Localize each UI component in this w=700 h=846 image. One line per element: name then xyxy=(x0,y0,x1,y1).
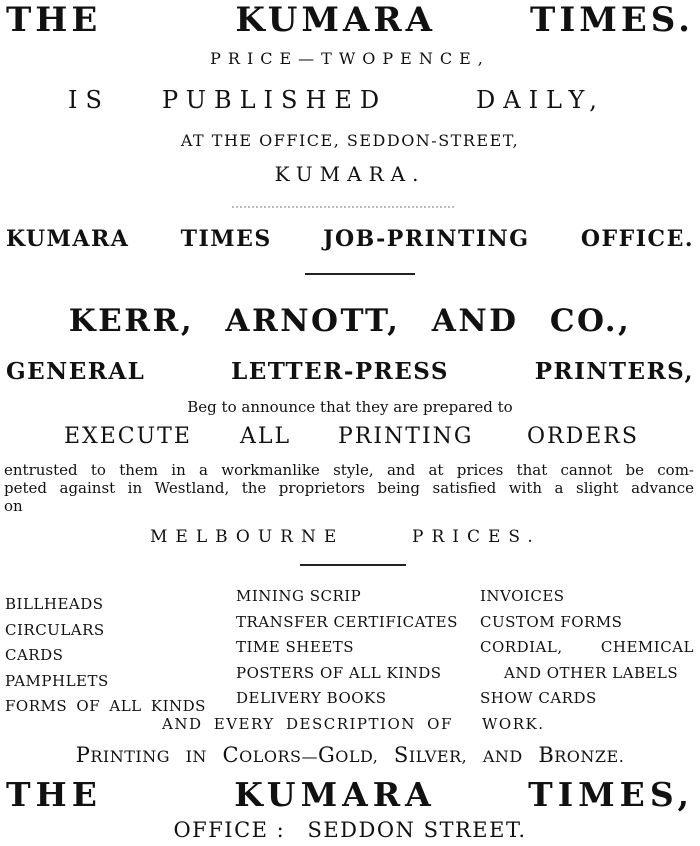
short-rule xyxy=(300,564,406,566)
service-item: INVOICES xyxy=(480,587,565,605)
service-item: CUSTOM FORMS xyxy=(480,612,623,631)
body-line: peted against in Westland, the proprietors being satisfied with a slight advance xyxy=(4,479,694,497)
body-text xyxy=(0,461,700,515)
service-item: AND OTHER LABELS xyxy=(504,663,679,682)
work-word: WORK. xyxy=(482,715,545,733)
colors-word: COLORS—GOLD, xyxy=(222,743,379,767)
title-word: THE xyxy=(6,0,102,40)
footer-office: OFFICE : xyxy=(173,818,286,842)
footer-office-line xyxy=(0,818,700,842)
service-item: CIRCULARS xyxy=(5,620,105,639)
colors-word: AND xyxy=(482,747,523,766)
short-rule xyxy=(305,273,415,275)
service-item: SHOW CARDS xyxy=(480,689,597,707)
title-word: TIMES. xyxy=(530,0,694,40)
service-item: CARDS xyxy=(5,646,64,664)
published-word: DAILY, xyxy=(476,86,605,114)
footer-title-word: TIMES, xyxy=(528,775,694,814)
services-column-3 xyxy=(480,584,694,712)
execute-word: ALL xyxy=(240,424,292,449)
colors-word: PRINTING xyxy=(75,743,170,767)
printers-name: KERR, ARNOTT, AND CO., xyxy=(68,303,632,339)
colors-line xyxy=(0,743,700,767)
colors-word: IN xyxy=(185,747,207,766)
trade-heading xyxy=(0,358,700,385)
job-office-heading xyxy=(0,226,700,252)
colors-word: SILVER, xyxy=(393,743,468,767)
job-word: JOB-PRINTING xyxy=(323,226,530,252)
melbourne-word: PRICES. xyxy=(412,527,541,547)
melbourne-word: MELBOURNE xyxy=(150,527,345,547)
service-item: CORDIAL, CHEMICAL xyxy=(480,638,694,656)
job-word: OFFICE. xyxy=(580,226,694,252)
masthead-title xyxy=(0,0,700,40)
service-item: TIME SHEETS xyxy=(236,638,355,656)
dotted-divider xyxy=(232,206,454,210)
trade-word: LETTER-PRESS xyxy=(231,358,450,385)
job-word: KUMARA xyxy=(6,226,130,252)
announce-line: Beg to announce that they are prepared to xyxy=(187,398,513,416)
service-item: POSTERS OF ALL KINDS xyxy=(236,663,442,682)
service-item: FORMS OF ALL KINDS xyxy=(5,697,206,715)
services-column-2 xyxy=(236,584,458,712)
execute-word: PRINTING xyxy=(338,424,474,449)
execute-word: ORDERS xyxy=(527,424,639,449)
title-word: KUMARA xyxy=(235,0,437,40)
office-address: AT THE OFFICE, SEDDON-STREET, xyxy=(180,131,520,150)
job-word: TIMES xyxy=(180,226,272,252)
service-item: BILLHEADS xyxy=(5,595,104,613)
trade-word: GENERAL xyxy=(6,358,146,385)
body-line: on xyxy=(4,497,23,515)
service-item: DELIVERY BOOKS xyxy=(236,689,387,707)
town-name: KUMARA. xyxy=(274,162,426,186)
trade-word: PRINTERS, xyxy=(534,358,694,385)
published-word: PUBLISHED xyxy=(162,86,388,114)
body-line: entrusted to them in a workmanlike style, and at prices that cannot be com- xyxy=(4,461,694,479)
execute-word: EXECUTE xyxy=(64,424,192,449)
footer-title-word: KUMARA xyxy=(234,775,436,814)
published-word: IS xyxy=(68,86,110,114)
service-item: MINING SCRIP xyxy=(236,587,362,605)
colors-word: BRONZE. xyxy=(538,743,625,767)
footer-street: SEDDON STREET. xyxy=(307,818,527,842)
footer-title xyxy=(0,775,700,814)
price-line: PRICE—TWOPENCE, xyxy=(210,49,490,68)
services-column-1 xyxy=(5,592,206,720)
footer-title-word: THE xyxy=(6,775,102,814)
every-description: AND EVERY DESCRIPTION OF xyxy=(162,715,453,733)
service-item: PAMPHLETS xyxy=(5,671,109,690)
service-item: TRANSFER CERTIFICATES xyxy=(236,612,458,631)
